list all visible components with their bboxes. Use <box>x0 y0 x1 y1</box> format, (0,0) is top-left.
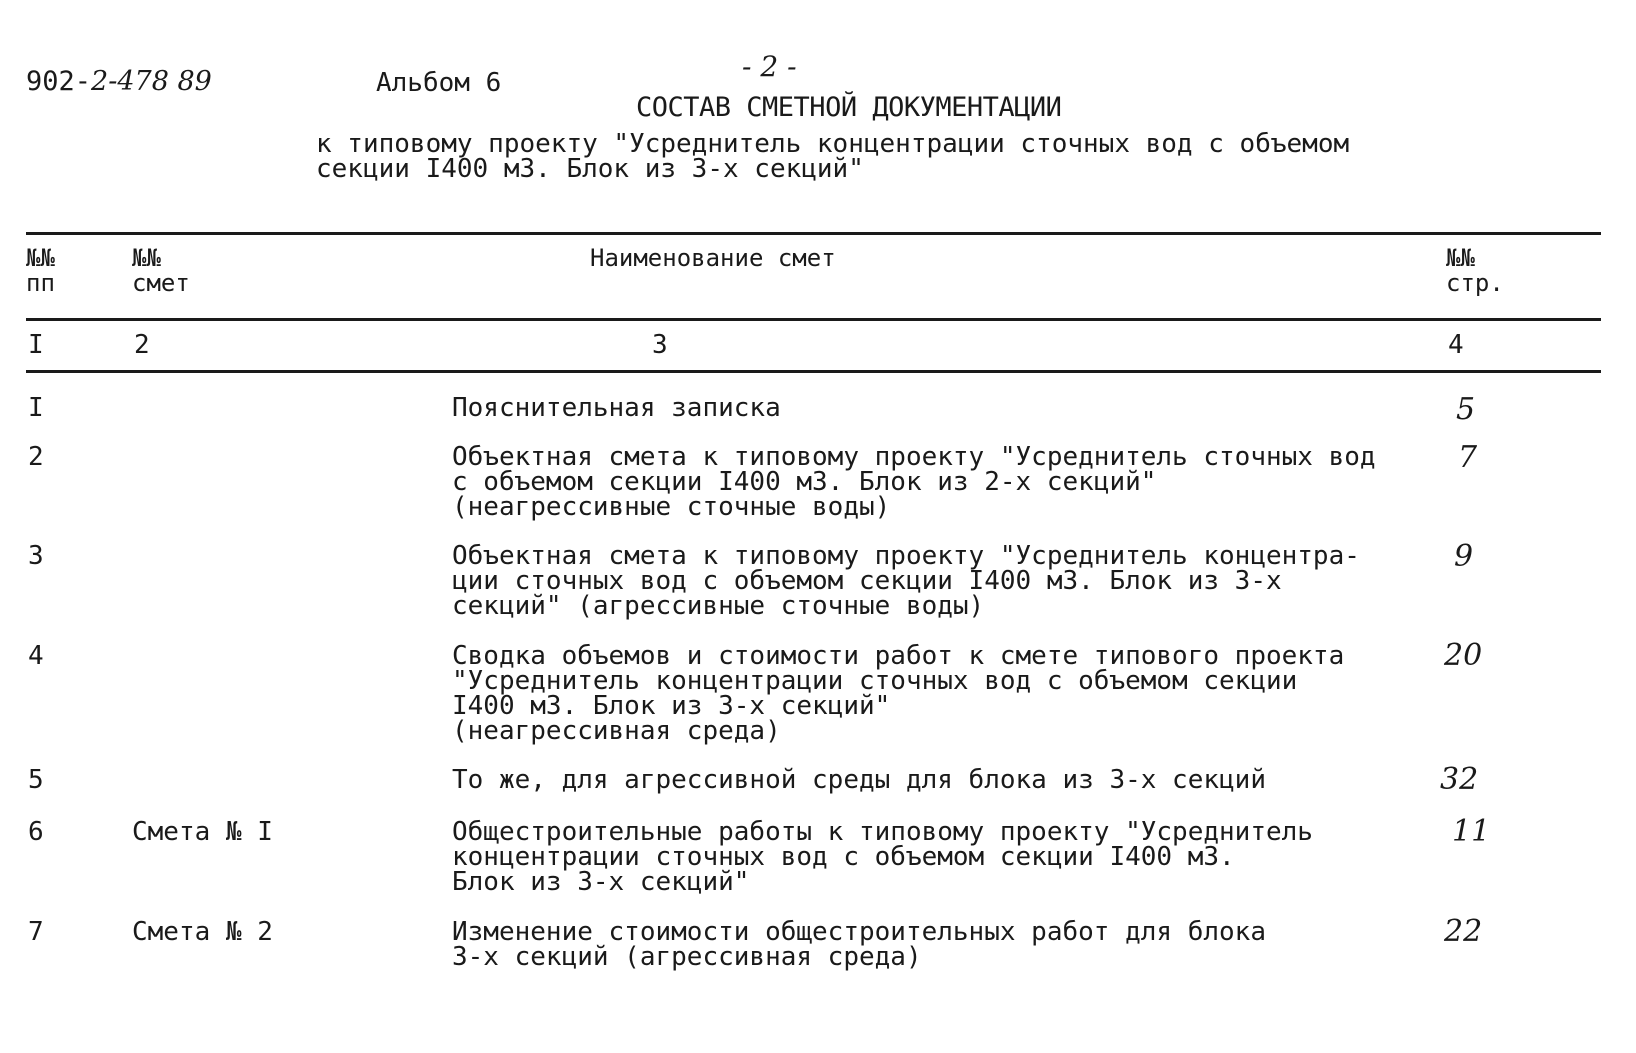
page-title: СОСТАВ СМЕТНОЙ ДОКУМЕНТАЦИИ <box>636 92 1062 123</box>
column-header-page: №№ стр. <box>1446 244 1504 297</box>
page-subtitle: к типовому проекту "Усреднитель концентрации сточных вод с объемом секции I400 м3. Блок из 3-х секций" <box>316 129 1350 184</box>
column-header-estimate: №№ смет <box>132 244 190 297</box>
column-numbers-rule <box>26 370 1601 373</box>
column-header-name: Наименование смет <box>590 244 836 272</box>
estimate-name: Объектная смета к типовому проекту "Усреднитель сточных вод с объемом секции I400 м3. Блок из 2-х секций" (неагрессивные сточные воды) <box>452 442 1376 522</box>
estimate-name: Пояснительная записка <box>452 393 781 423</box>
estimate-number: Смета № I <box>132 817 273 847</box>
page-ref: 32 <box>1440 762 1479 797</box>
album-label: Альбом 6 <box>376 68 502 98</box>
document-code-printed: 902- <box>26 66 92 97</box>
estimate-name: Изменение стоимости общестроительных работ для блока 3-х секций (агрессивная среда) <box>452 917 1266 972</box>
row-number: 2 <box>28 442 44 472</box>
column-number-3: 3 <box>652 330 668 360</box>
column-number-2: 2 <box>134 330 150 360</box>
estimate-name: Объектная смета к типовому проекту "Усреднитель концентра- ции сточных вод с объемом секции I400 м3. Блок из 3-х секций" (агрессивные сточные воды) <box>452 541 1360 621</box>
estimate-name: Сводка объемов и стоимости работ к смете типового проекта "Усреднитель концентрации сточных вод с объемом секции I400 м3. Блок из 3-х секций" (неагрессивная среда) <box>452 641 1345 746</box>
row-number: 5 <box>28 765 44 795</box>
document-code <box>26 66 212 97</box>
page-ref: 5 <box>1456 392 1476 427</box>
page-ref: 11 <box>1452 814 1491 849</box>
page-ref: 7 <box>1458 440 1478 475</box>
page-ref: 9 <box>1454 539 1474 574</box>
table-top-rule <box>26 232 1601 235</box>
column-number-4: 4 <box>1448 330 1464 360</box>
page-ref: 22 <box>1444 914 1483 949</box>
column-header-number: №№ пп <box>26 244 55 297</box>
page-number: - 2 - <box>742 50 797 83</box>
estimate-name: Общестроительные работы к типовому проекту "Усреднитель концентрации сточных вод с объемом секции I400 м3. Блок из 3-х секций" <box>452 817 1313 897</box>
row-number: 3 <box>28 541 44 571</box>
column-number-1: I <box>28 330 44 360</box>
estimate-name: То же, для агрессивной среды для блока из 3-х секций <box>452 765 1266 795</box>
estimate-number: Смета № 2 <box>132 917 273 947</box>
header-bottom-rule <box>26 318 1601 321</box>
document-code-handwritten: 2-478 89 <box>91 66 212 97</box>
page-ref: 20 <box>1444 638 1483 673</box>
row-number: 7 <box>28 917 44 947</box>
row-number: 6 <box>28 817 44 847</box>
row-number: 4 <box>28 641 44 671</box>
row-number: I <box>28 393 44 423</box>
